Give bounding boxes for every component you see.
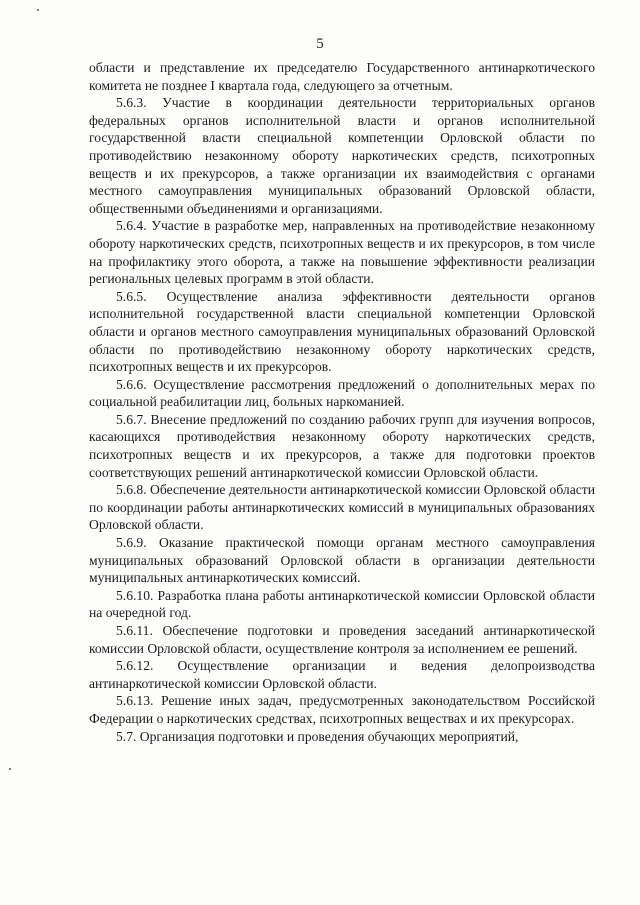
paragraph-5-6-6: 5.6.6. Осуществление рассмотрения предложений о дополнительных мерах по социальной реабилитации лиц, больных наркоманией. — [89, 376, 595, 410]
paragraph-5-6-8: 5.6.8. Обеспечение деятельности антинаркотической комиссии Орловской области по координации работы антинаркотических комиссий в муниципальных образованиях Орловской области. — [89, 482, 595, 533]
paragraph-continuation: области и представление их председателю Государственного антинаркотического комитета не позднее I квартала года, следующего за отчетным. — [89, 60, 595, 93]
paragraph-5-7: 5.7. Организация подготовки и проведения обучающих мероприятий, — [116, 728, 519, 744]
paragraph-5-6-10: 5.6.10. Разработка плана работы антинаркотической комиссии Орловской области на очередной год. — [89, 587, 595, 621]
scan-speck — [37, 9, 39, 11]
scan-speck — [9, 768, 11, 770]
paragraph-5-6-12: 5.6.12. Осуществление организации и ведения делопроизводства антинаркотической комиссии Орловской области. — [89, 658, 595, 691]
paragraph-5-6-3: 5.6.3. Участие в координации деятельности территориальных органов федеральных органов исполнительной власти и органов исполнительной государственной власти специальной компетенции Орловской области по противодействию незаконному обороту наркотических средств, психотропных веществ и их прекурсоров, а также организации их взаимодействия с органами местного самоуправления муниципальных образований Орловской области, общественными объединениями и организациями. — [89, 95, 595, 216]
paragraph-5-6-9: 5.6.9. Оказание практической помощи органам местного самоуправления муниципальных образований Орловской области в организации деятельности муниципальных антинаркотических комиссий. — [89, 535, 595, 586]
page-number: 5 — [316, 36, 324, 52]
paragraph-5-6-11: 5.6.11. Обеспечение подготовки и проведения заседаний антинаркотической комиссии Орловской области, осуществление контроля за исполнением ее решений. — [89, 623, 595, 656]
paragraph-5-6-7: 5.6.7. Внесение предложений по созданию рабочих групп для изучения вопросов, касающихся противодействия незаконному обороту наркотических средств, психотропных веществ и их прекурсоров, а также для подготовки проектов соответствующих решений антинаркотической комиссии Орловской области. — [89, 411, 595, 480]
paragraph-5-6-13: 5.6.13. Решение иных задач, предусмотренных законодательством Российской Федерации о наркотических средствах, психотропных веществах и их прекурсорах. — [89, 693, 595, 726]
paragraph-5-6-5: 5.6.5. Осуществление анализа эффективности деятельности органов исполнительной государственной власти специальной компетенции Орловской области и органов местного самоуправления муниципальных образований Орловской области по противодействию незаконному обороту наркотических средств, психотропных веществ и их прекурсоров. — [89, 288, 595, 375]
paragraph-5-6-4: 5.6.4. Участие в разработке мер, направленных на противодействие незаконному обороту наркотических средств, психотропных веществ и их прекурсоров, в том числе на профилактику этого оборота, а также на повышение эффективности реализации региональных целевых программ в этой области. — [89, 218, 595, 287]
document-body — [89, 59, 595, 745]
